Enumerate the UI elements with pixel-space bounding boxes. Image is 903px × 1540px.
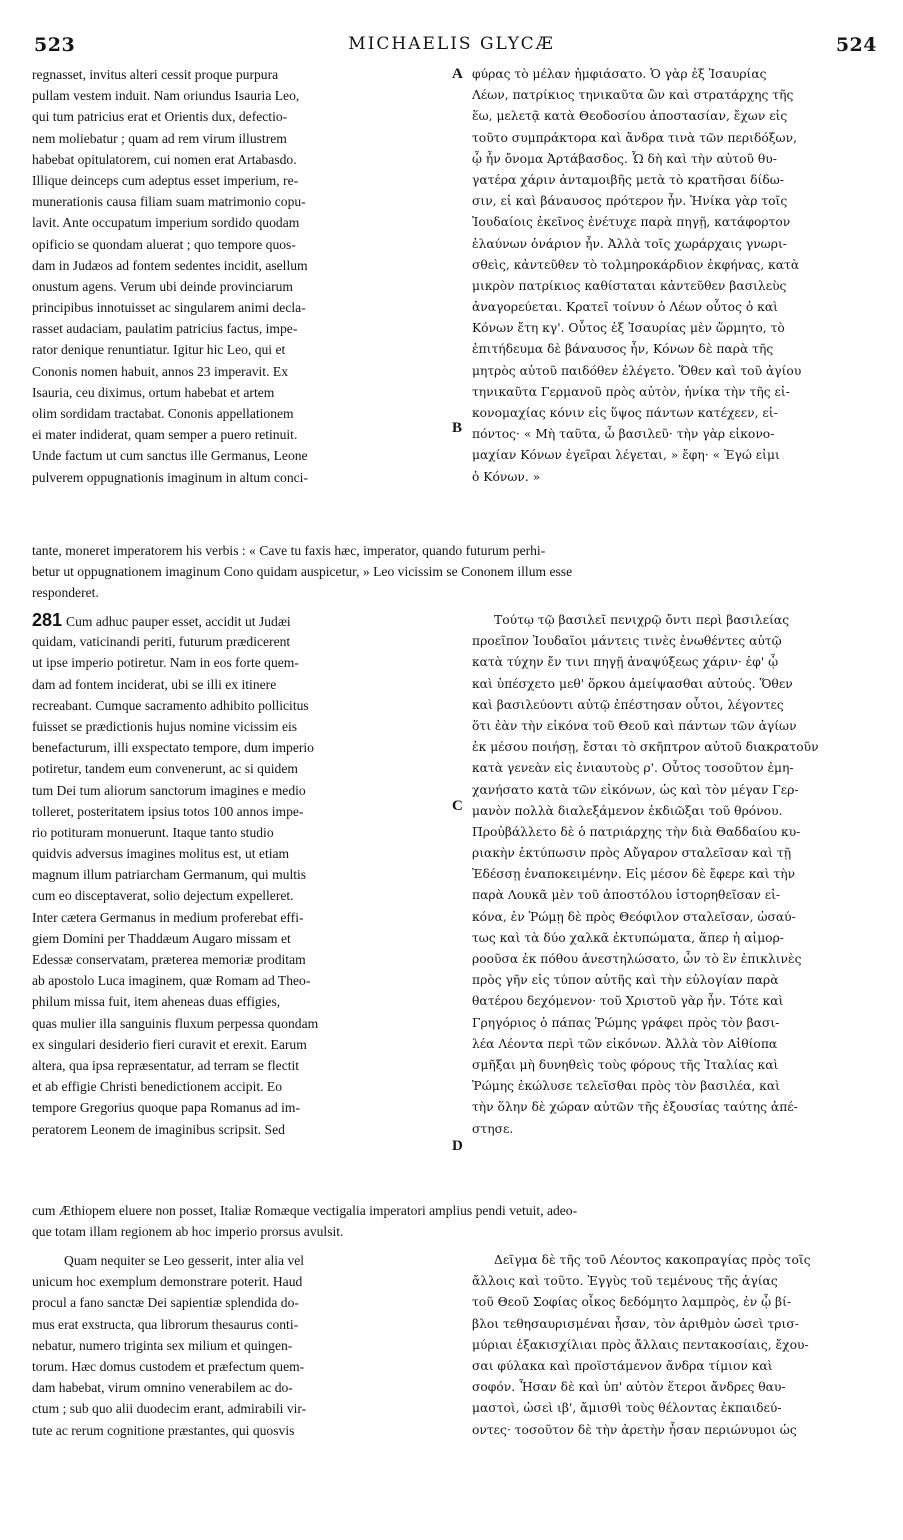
text-line: ἀναγορεύεται. Κρατεῖ τοίνυν ὁ Λέων οὗτος ὁ καὶ bbox=[472, 300, 778, 315]
text-line: magnum illum patriarcham Germanum, qui multis bbox=[32, 867, 307, 883]
text-line: potiretur, tandem eum convenerunt, ac si quidem bbox=[32, 761, 298, 777]
latin-column-block-3 bbox=[32, 1250, 450, 1441]
text-line: τηνικαῦτα Γερμανοῦ πρὸς αὐτὸν, ἡνίκα τὴν τῆς εἰ- bbox=[472, 384, 790, 399]
text-line: κατὰ γενεὰν εἰς ἐνιαυτοὺς ρ'. Οὗτος τοσοῦτον ἐμη- bbox=[472, 761, 794, 776]
text-line: nem moliebatur ; quam ad rem virum illustrem bbox=[32, 130, 287, 146]
greek-column-block-1 bbox=[472, 64, 882, 488]
text-line: munerationis causa filiam suam matrimonio copu- bbox=[32, 194, 306, 210]
text-line: λέα Λέοντα περὶ τῶν εἰκόνων. Ἀλλὰ τὸν Αἰθίοπα bbox=[472, 1036, 778, 1051]
text-line: olim sordidam tractabat. Cononis appellationem bbox=[32, 406, 294, 421]
text-line: κόνα, ἐν Ῥώμῃ δὲ πρὸς Θεόφιλον σταλεῖσαν, ὡσαύ- bbox=[472, 909, 796, 924]
text-line: καὶ ὑπέσχετο μεθ' ὅρκου ἀμείψασθαι αὐτούς. Ὅθεν bbox=[472, 676, 793, 691]
text-line: ab apostolo Luca imaginem, quæ Romam ad Theo- bbox=[32, 973, 311, 989]
margin-marker-b: B bbox=[452, 420, 463, 436]
latin-column-block-1 bbox=[32, 64, 450, 488]
text-line: responderet. bbox=[32, 585, 99, 601]
text-line: τως καὶ τὰ δύο χαλκᾶ ἐκτυπώματα, ἅπερ ἡ αἱμορ- bbox=[472, 930, 784, 945]
text-line: ὁ Κόνων. » bbox=[472, 469, 541, 484]
margin-marker-a: A bbox=[452, 66, 463, 82]
paragraph-start: 281 Cum adhuc pauper esset, accidit ut Judæi bbox=[32, 610, 291, 630]
text-line: principibus innotuisset ac singularem animi decla- bbox=[32, 300, 306, 316]
margin-marker-d: D bbox=[452, 1138, 463, 1154]
text-line: θατέρου δεχόμενον· τοῦ Χριστοῦ γὰρ ἦν. Τότε καὶ bbox=[472, 994, 784, 1009]
text-line: Cononis nomen habuit, annos 23 imperavit. Ex bbox=[32, 363, 288, 379]
text-line: qui tum patricius erat et Orientis dux, defectio- bbox=[32, 109, 288, 125]
text-line: σμῆξαι μὴ δυνηθεὶς τοὺς φόρους τῆς Ἰταλίας καὶ bbox=[472, 1057, 779, 1072]
text-line: Illique deinceps cum adeptus esset imperium, re- bbox=[32, 172, 299, 188]
text-line: pullam vestem induit. Nam oriundus Isauria Leo, bbox=[32, 88, 300, 104]
text-line: σαι φύλακα καὶ προϊστάμενον ἄνδρα τίμιον καὶ bbox=[472, 1358, 773, 1373]
text-line: tute ac rerum cognitione præstantes, qui quosvis bbox=[32, 1422, 295, 1438]
text-line: pulverem oppugnationis imaginum in altum conci- bbox=[32, 469, 308, 485]
text-line: philum missa fuit, item aheneas duas effigies, bbox=[32, 994, 281, 1010]
text-line: μύριαι ἑξακισχίλιαι πρὸς ἄλλαις πεντακοσίαις, ἔχου- bbox=[472, 1337, 809, 1352]
text-line: tum Dei tum aliorum sanctorum imagines e medio bbox=[32, 782, 306, 798]
text-line: Inter cætera Germanus in medium proferebat effi- bbox=[32, 909, 304, 925]
text-line: opificio se quondam aluerat ; quo tempore quos- bbox=[32, 236, 296, 252]
text-line: Ἰουδαίοις ἐκεῖνος ἐνέτυχε παρὰ πηγῇ, κατάφορτον bbox=[472, 215, 791, 230]
text-line: ριακὴν ἐκτύπωσιν πρὸς Αὔγαρον σταλεῖσαν καὶ τῇ bbox=[472, 846, 792, 861]
text-line: καὶ βασιλεύοντι αὐτῷ ἐπέστησαν οὗτοι, λέγοντες bbox=[472, 697, 784, 712]
text-line: quidvis adversus imagines molitus est, ut etiam bbox=[32, 846, 290, 862]
text-line: recreabant. Cumque sacramento adhibito pollicitus bbox=[32, 697, 309, 713]
text-line: τοῦ Θεοῦ Σοφίας οἶκος δεδόμητο λαμπρὸς, ἐν ᾧ βί- bbox=[472, 1295, 792, 1310]
text-line: μαχίαν Κόνων ἐγεῖραι λέγεται, » ἔφη· « Ἐγώ εἰμι bbox=[472, 448, 780, 463]
text-line: rio potituram monuerunt. Itaque tanto studio bbox=[32, 824, 274, 840]
text-line: tolleret, posteritatem ipsius totos 100 annos impe- bbox=[32, 803, 304, 819]
text-line: βλοι τεθησαυρισμέναι ἦσαν, τὸν ἀριθμὸν ὡσεὶ τρισ- bbox=[472, 1316, 799, 1331]
text-line: giem Domini per Thaddæum Augaro missam et bbox=[32, 930, 291, 946]
greek-column-block-2 bbox=[472, 610, 882, 1140]
text-line: Ἐδέσσῃ ἐναποκειμένην. Εἰς μέσον δὲ ἔφερε καὶ τὴν bbox=[472, 867, 796, 882]
text-line: ἐλαύνων ὀνάριον ἦν. Ἀλλὰ τοῖς χωράρχαις γνωρι- bbox=[472, 236, 787, 251]
text-line: κατὰ τύχην ἔν τινι πηγῇ ἀναψύξεως χάριν· ἐφ' ᾧ bbox=[472, 655, 779, 670]
text-line: χανήσατο κατὰ τῶν εἰκόνων, ὡς καὶ τὸν μέγαν Γερ- bbox=[472, 782, 799, 797]
text-line: ctum ; sub quo alii duodecim erant, admirabili vir- bbox=[32, 1401, 307, 1417]
text-line: ροοῦσα ἐκ πόθου ἀνεστηλώσατο, ὧν τὸ ἓν ἐπικλινὲς bbox=[472, 952, 802, 966]
text-line: et ab effigie Christi benedictionem accipit. Eo bbox=[32, 1079, 283, 1095]
text-line: tante, moneret imperatorem his verbis : « Cave tu faxis hæc, imperator, quando futurum perhi- bbox=[32, 543, 546, 558]
text-line: rasset audaciam, paulatim patricius factus, impe- bbox=[32, 321, 298, 337]
text-line: altera, qua ipsa repræsentatur, ad terram se flectit bbox=[32, 1057, 300, 1073]
text-line: Quam nequiter se Leo gesserit, inter alia vel bbox=[64, 1253, 305, 1268]
text-line: Ῥώμης ἐκώλυσε τελεῖσθαι πρὸς τὸν βασιλέα, καὶ bbox=[472, 1079, 780, 1094]
text-line: ἄλλοις καὶ τοῦτο. Ἐγγὺς τοῦ τεμένους τῆς ἁγίας bbox=[472, 1274, 778, 1289]
text-line: ei mater indiderat, quam semper a puero retinuit. bbox=[32, 427, 298, 443]
text-line: τοῦτο συμπράκτορα καὶ ἄνδρα τινὰ τῶν περιδόξων, bbox=[472, 130, 797, 145]
text-line: quas mulier illa sanguinis fluxum perpessa quondam bbox=[32, 1015, 319, 1031]
text-line: lavit. Ante occupatum imperium sordido quodam bbox=[32, 215, 300, 231]
text-line: σθεὶς, κἀντεῦθεν τὸ τολμηροκάρδιον ἐκφήνας, κατὰ bbox=[472, 257, 800, 272]
text-line: que totam illam regionem ab hoc imperio prorsus avulsit. bbox=[32, 1224, 344, 1240]
text-line: tempore Gregorius quoque papa Romanus ad im- bbox=[32, 1100, 301, 1116]
text-line: ᾧ ἦν ὄνομα Ἀρτάβασδος. Ὧ δὴ καὶ τὴν αὐτοῦ θυ- bbox=[472, 151, 777, 166]
text-line: σιν, εἰ καὶ βάναυσος πρότερον ἦν. Ἡνίκα γὰρ τοῖς bbox=[472, 194, 788, 209]
text-line: peratorem Leonem de imaginibus scripsit. Sed bbox=[32, 1121, 285, 1137]
text-line: προεῖπον Ἰουδαῖοι μάντεις τινὲς ἐνωθέντες αὐτῷ bbox=[472, 634, 782, 649]
text-line: dam habebat, virum omnino venerabilem ac do- bbox=[32, 1380, 293, 1396]
text-line: Isauria, ceu diximus, ortum habebat et artem bbox=[32, 384, 275, 400]
text-line: Κόνων ἔτη κγ'. Οὗτος ἐξ Ἰσαυρίας μὲν ὥρμητο, τὸ bbox=[472, 321, 785, 336]
text-line: Προὐβάλλετο δὲ ὁ πατριάρχης τὴν διὰ Θαδδαίου κυ- bbox=[472, 824, 801, 839]
text-line: παρὰ Λουκᾶ μὲν τοῦ ἀποστόλου ἱστορηθεῖσαν εἰ- bbox=[472, 888, 781, 903]
latin-full-width-block-2 bbox=[32, 1200, 882, 1242]
text-line: dam ad fontem inciderat, ubi se illi ex itinere bbox=[32, 676, 277, 692]
text-line: ἐκ μέσου ποιήσῃ, ἔσται τὸ σκῆπτρον αὐτοῦ διακρατοῦν bbox=[472, 740, 819, 755]
text-line: φύρας τὸ μέλαν ἠμφιάσατο. Ὁ γὰρ ἐξ Ἰσαυρίας bbox=[472, 67, 767, 81]
text-line: mus erat exstructa, qua librorum thesaurus conti- bbox=[32, 1316, 299, 1332]
text-line: quidam, vaticinandi periti, futurum prædicerent bbox=[32, 634, 291, 650]
text-line: regnasset, invitus alteri cessit proque purpura bbox=[32, 67, 279, 82]
text-line: Δεῖγμα δὲ τῆς τοῦ Λέοντος κακοπραγίας πρὸς τοῖς bbox=[494, 1253, 811, 1267]
text-line: Λέων, πατρίκιος τηνικαῦτα ὢν καὶ στρατάρχης τῆς bbox=[472, 88, 794, 103]
text-line: unicum hoc exemplum demonstrare poterit. Haud bbox=[32, 1274, 303, 1290]
text-line: τὴν ὅλην δὲ χώραν αὐτῶν τῆς ἐξουσίας ταύτης ἀπέ- bbox=[472, 1100, 798, 1115]
text-line: Unde factum ut cum sanctus ille Germanus, Leone bbox=[32, 448, 308, 464]
text-line: procul a fano sanctæ Dei sapientiæ splendida do- bbox=[32, 1295, 299, 1311]
text-line: ut ipse imperio potiretur. Nam in eos forte quem- bbox=[32, 655, 299, 671]
left-page-number: 523 bbox=[34, 34, 76, 56]
text-line: μικρὸν πατρίκιος καθίσταται κἀντεῦθεν βασιλεὺς bbox=[472, 278, 787, 293]
text-line: betur ut oppugnationem imaginum Cono quidam auspicetur, » Leo vicissim se Cononem illum esse bbox=[32, 564, 573, 580]
text-line: μανὸν πολλὰ διαλεξάμενον ἐκδιῶξαι τοῦ θρόνου. bbox=[472, 803, 783, 818]
text-line: πρὸς γῆν εἰς τύπον αὐτῆς καὶ τὴν εὐλογίαν παρὰ bbox=[472, 973, 779, 988]
text-line: nebatur, numero triginta sex milium et quingen- bbox=[32, 1337, 293, 1353]
text-line: cum eo disceptaverat, solio dejectum expelleret. bbox=[32, 888, 294, 904]
text-line: onustum agens. Verum ubi deinde provinciarum bbox=[32, 278, 294, 294]
text-line: Γρηγόριος ὁ πάπας Ῥώμης γράφει πρὸς τὸν βασι- bbox=[472, 1015, 780, 1030]
latin-full-width-block-1 bbox=[32, 540, 882, 604]
greek-column-block-3 bbox=[472, 1250, 882, 1441]
text-line: Edessæ conservatam, præterea memoriæ proditam bbox=[32, 952, 306, 967]
text-line: ἐπιτήδευμα δὲ βάναυσος ἦν, Κόνων δὲ παρὰ τῆς bbox=[472, 342, 774, 357]
section-number: 281 bbox=[32, 610, 63, 630]
text-line: σοφόν. Ἦσαν δὲ καὶ ὑπ' αὐτὸν ἕτεροι ἄνδρες θαυ- bbox=[472, 1380, 786, 1395]
text-line: στησε. bbox=[472, 1121, 514, 1136]
text-line: γατέρα χάριν ἀνταμοιβῆς μετὰ τὸ κρατῆσαι δίδω- bbox=[472, 172, 784, 187]
text-line: dam in Judæos ad fontem sedentes incidit, asellum bbox=[32, 257, 308, 273]
running-title: MICHAELIS GLYCÆ bbox=[348, 34, 555, 54]
text-line: οντες· τοσοῦτον δὲ τὴν ἀρετὴν ἦσαν περιώνυμοι ὡς bbox=[472, 1422, 797, 1437]
text-line: habebat opitulatorem, cui nomen erat Artabasdo. bbox=[32, 151, 297, 167]
text-line: benefacturum, illi exspectato tempore, dum imperio bbox=[32, 740, 314, 756]
text-line: ἕω, μελετᾷ κατὰ Θεοδοσίου ἀποστασίαν, ἔχων εἰς bbox=[472, 109, 788, 124]
text-line: ex singulari desiderio fieri curavit et erexit. Earum bbox=[32, 1036, 307, 1052]
text-line: κονομαχίας κόνιν εἰς ὕψος πάντων κατέχεεν, εἰ- bbox=[472, 406, 778, 420]
text-line: πόντος· « Μὴ ταῦτα, ὦ βασιλεῦ· τὴν γὰρ εἰκονο- bbox=[472, 427, 775, 442]
text-line: Τούτῳ τῷ βασιλεῖ πενιχρῷ ὄντι περὶ βασιλείας bbox=[494, 613, 790, 627]
text-line: ὅτι ἐὰν τὴν εἰκόνα τοῦ Θεοῦ καὶ πάντων τῶν ἁγίων bbox=[472, 718, 797, 733]
text-line: cum Æthiopem eluere non posset, Italiæ Romæque vectigalia imperatori amplius pendi vetuit, adeo- bbox=[32, 1203, 578, 1218]
text-line: fuisset se prædictionis hujus nomine vicissim eis bbox=[32, 718, 298, 734]
right-page-number: 524 bbox=[835, 34, 877, 56]
text-line: rator denique renuntiatur. Igitur hic Leo, qui et bbox=[32, 342, 286, 358]
text-line: torum. Hæc domus custodem et præfectum quem- bbox=[32, 1358, 305, 1374]
text-line: μαστοὶ, ὡσεὶ ιβ', ἄμισθὶ τοὺς θέλοντας ἐκπαιδεύ- bbox=[472, 1401, 782, 1416]
text-line: μητρὸς αὐτοῦ παιδόθεν ἐλέγετο. Ὅθεν καὶ τοῦ ἁγίου bbox=[472, 363, 802, 378]
latin-column-block-2 bbox=[32, 610, 450, 1140]
margin-marker-c: C bbox=[452, 798, 463, 814]
